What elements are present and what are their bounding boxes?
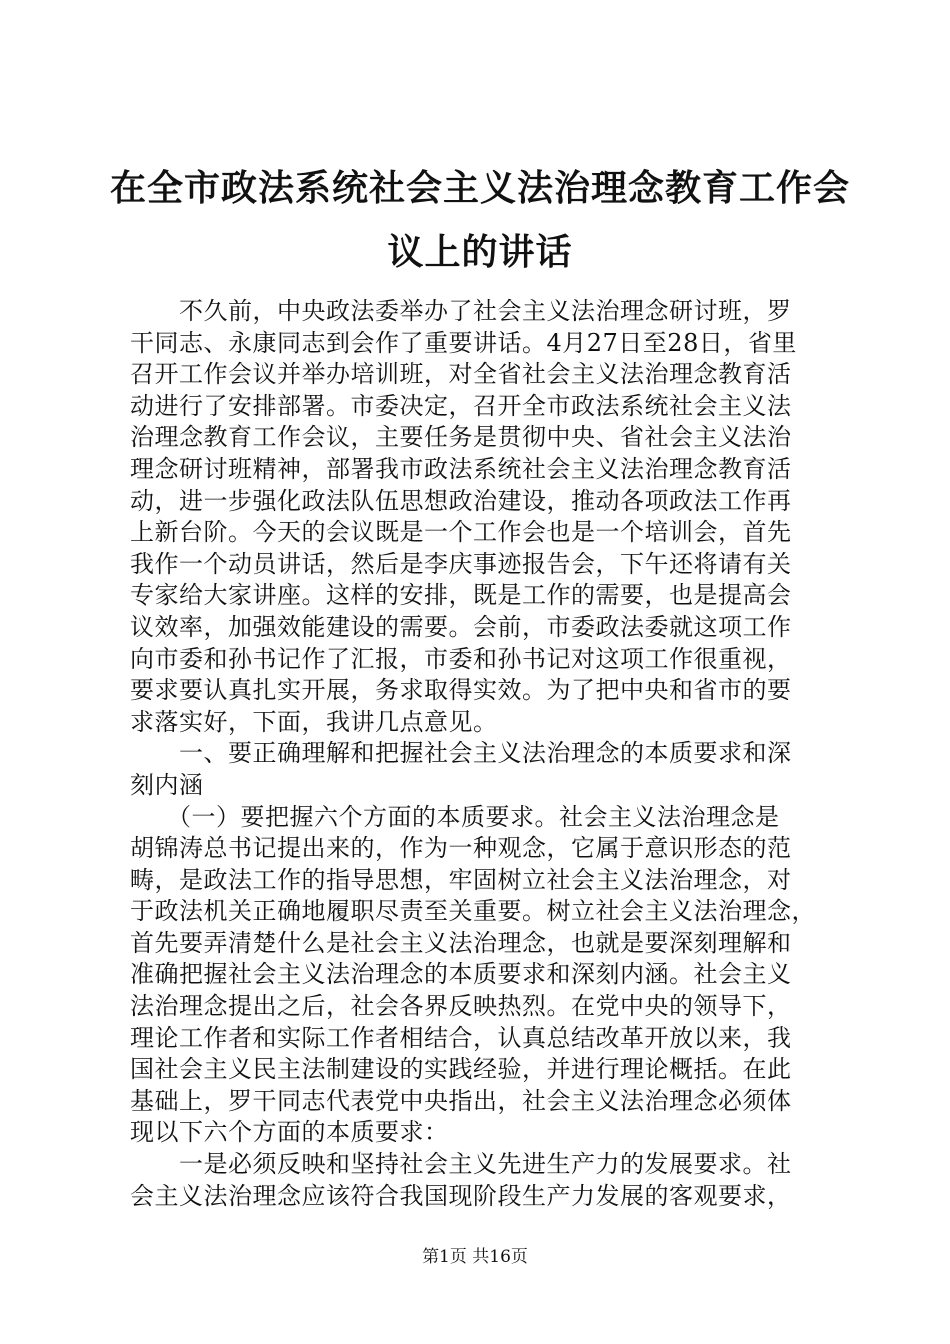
paragraph-section-heading [130, 738, 830, 801]
text-line: 动进行了安排部署。市委决定，召开全市政法系统社会主义法 [130, 391, 792, 420]
title-line-1: 在全市政法系统社会主义法治理念教育工作会 [110, 167, 851, 209]
text-line: 于政法机关正确地履职尽责至关重要。树立社会主义法治理念， [130, 897, 816, 926]
text-line: 国社会主义民主法制建设的实践经验，并进行理论概括。在此 [130, 1055, 792, 1084]
document-body [130, 296, 830, 1212]
title-line-2: 议上的讲话 [387, 231, 573, 273]
text-line: 畴，是政法工作的指导思想，牢固树立社会主义法治理念，对 [130, 865, 792, 894]
text-line: 一、要正确理解和把握社会主义法治理念的本质要求和深 [130, 739, 792, 768]
document-title [110, 156, 850, 284]
text-line: 理论工作者和实际工作者相结合，认真总结改革开放以来，我 [130, 1023, 792, 1052]
text-line: 理念研讨班精神，部署我市政法系统社会主义法治理念教育活 [130, 454, 792, 483]
text-line: 召开工作会议并举办培训班，对全省社会主义法治理念教育活 [130, 360, 792, 389]
text-line: 胡锦涛总书记提出来的，作为一种观念，它属于意识形态的范 [130, 834, 792, 863]
paragraph-subsection-1 [130, 802, 830, 1150]
text-line: 要求要认真扎实开展，务求取得实效。为了把中央和省市的要 [130, 676, 792, 705]
text-line: 现以下六个方面的本质要求： [130, 1118, 449, 1147]
text-line: 一是必须反映和坚持社会主义先进生产力的发展要求。社 [130, 1150, 792, 1179]
text-line: 干同志、永康同志到会作了重要讲话。4月27日至28日，省里 [130, 328, 797, 357]
text-line: 向市委和孙书记作了汇报，市委和孙书记对这项工作很重视， [130, 644, 792, 673]
text-line: 求落实好，下面，我讲几点意见。 [130, 707, 498, 736]
page-footer: 第1页 共16页 [422, 1247, 528, 1267]
text-line: 专家给大家讲座。这样的安排，既是工作的需要，也是提高会 [130, 581, 792, 610]
text-line: 刻内涵 [130, 770, 204, 799]
text-line: 准确把握社会主义法治理念的本质要求和深刻内涵。社会主义 [130, 960, 792, 989]
text-line: 治理念教育工作会议，主要任务是贯彻中央、省社会主义法治 [130, 423, 792, 452]
text-line: 上新台阶。今天的会议既是一个工作会也是一个培训会，首先 [130, 518, 792, 547]
text-line: 议效率，加强效能建设的需要。会前，市委政法委就这项工作 [130, 612, 792, 641]
text-line: 法治理念提出之后，社会各界反映热烈。在党中央的领导下， [130, 992, 792, 1021]
text-line: 动，进一步强化政法队伍思想政治建设，推动各项政法工作再 [130, 486, 792, 515]
paragraph-intro [130, 296, 830, 738]
text-line: （一）要把握六个方面的本质要求。社会主义法治理念是 [130, 802, 780, 831]
text-line: 基础上，罗干同志代表党中央指出，社会主义法治理念必须体 [130, 1086, 792, 1115]
text-line: 会主义法治理念应该符合我国现阶段生产力发展的客观要求， [130, 1181, 792, 1210]
text-line: 我作一个动员讲话，然后是李庆事迹报告会，下午还将请有关 [130, 549, 792, 578]
text-line: 首先要弄清楚什么是社会主义法治理念，也就是要深刻理解和 [130, 928, 792, 957]
paragraph-point-1 [130, 1149, 830, 1212]
text-line: 不久前，中央政法委举办了社会主义法治理念研讨班，罗 [130, 297, 792, 325]
